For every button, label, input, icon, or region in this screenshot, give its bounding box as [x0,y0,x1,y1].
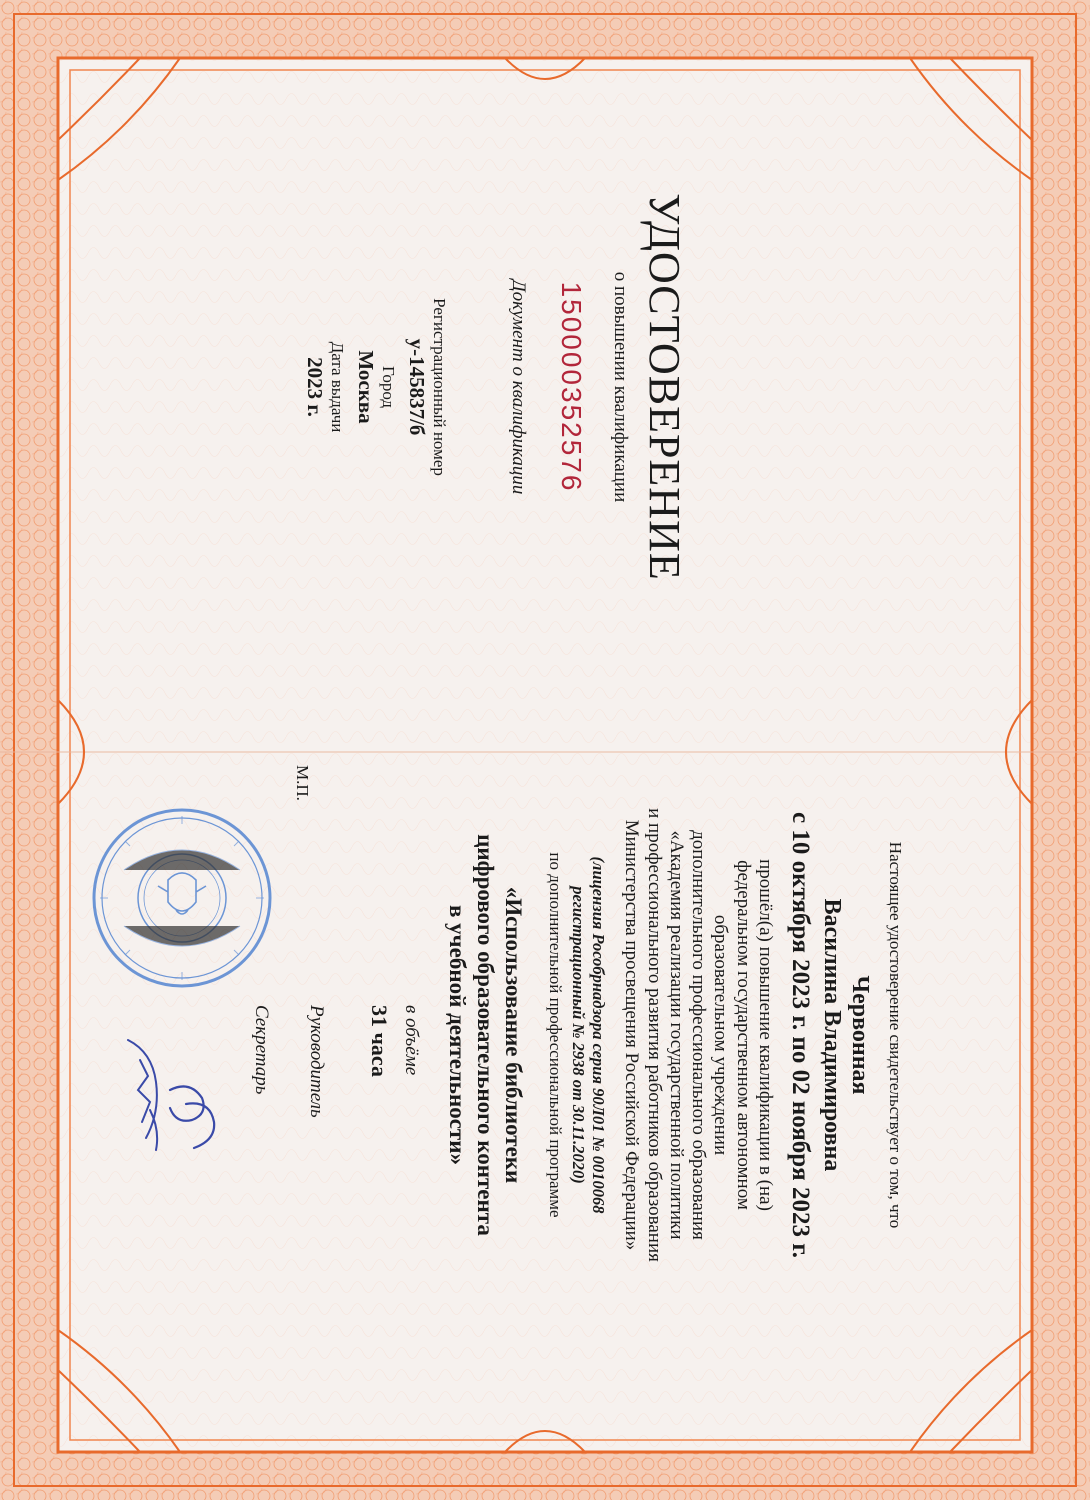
license-line: (лицензия Рособрнадзора серия 90Л01 № 0010068 [589,856,609,1214]
issue-date-label: Дата выдачи [328,341,347,433]
cover-page [100,67,690,707]
program-intro: по дополнительной профессиональной программе [545,852,565,1218]
secretary-label: Секретарь [250,1005,272,1095]
head-label: Руководитель [305,1005,327,1118]
org-line: прошёл(а) повышение квалификации в (на) [754,859,776,1211]
document-type: Документ о квалификации [508,279,529,495]
org-line: образовательном учреждении [710,914,732,1156]
document-number: 150000352576 [556,281,587,493]
program-title-line: в учебной деятельности» [445,905,471,1165]
issue-date-value: 2023 г. [303,357,327,417]
program-title-line: цифрового образовательного контента [473,834,499,1236]
training-dates: с 10 октября 2023 г. по 02 ноября 2023 г. [786,811,814,1258]
volume-label: в объёме [400,1005,422,1076]
reg-number-value: у-145837/б [405,338,429,436]
content-page [205,705,905,1365]
org-line: и профессионального развития работников образования [643,808,665,1262]
org-line: дополнительного профессионального образования [688,830,710,1240]
document-subtitle: о повышении квалификации [610,271,631,503]
recipient-given-names: Василина Владимировна [819,898,846,1172]
org-line: «Академия реализации государственной политики [665,830,687,1240]
program-title-line: «Использование библиотеки [500,886,526,1184]
city-label: Город [379,366,398,408]
volume-value: 31 часа [366,1005,392,1077]
recipient-surname: Червонная [847,975,873,1095]
license-line: регистрационный № 2938 от 30.11.2020) [569,886,589,1184]
intro-text: Настоящее удостоверение свидетельствует о том, что [886,841,905,1229]
stamp-mark: М.П. [292,765,312,801]
document-title: УДОСТОВЕРЕНИЕ [640,193,689,581]
city-value: Москва [354,350,378,424]
org-line: федеральном государственном автономном [732,860,754,1210]
reg-number-label: Регистрационный номер [430,298,449,476]
org-line: Министерства просвещения Российской Федерации» [621,819,643,1251]
